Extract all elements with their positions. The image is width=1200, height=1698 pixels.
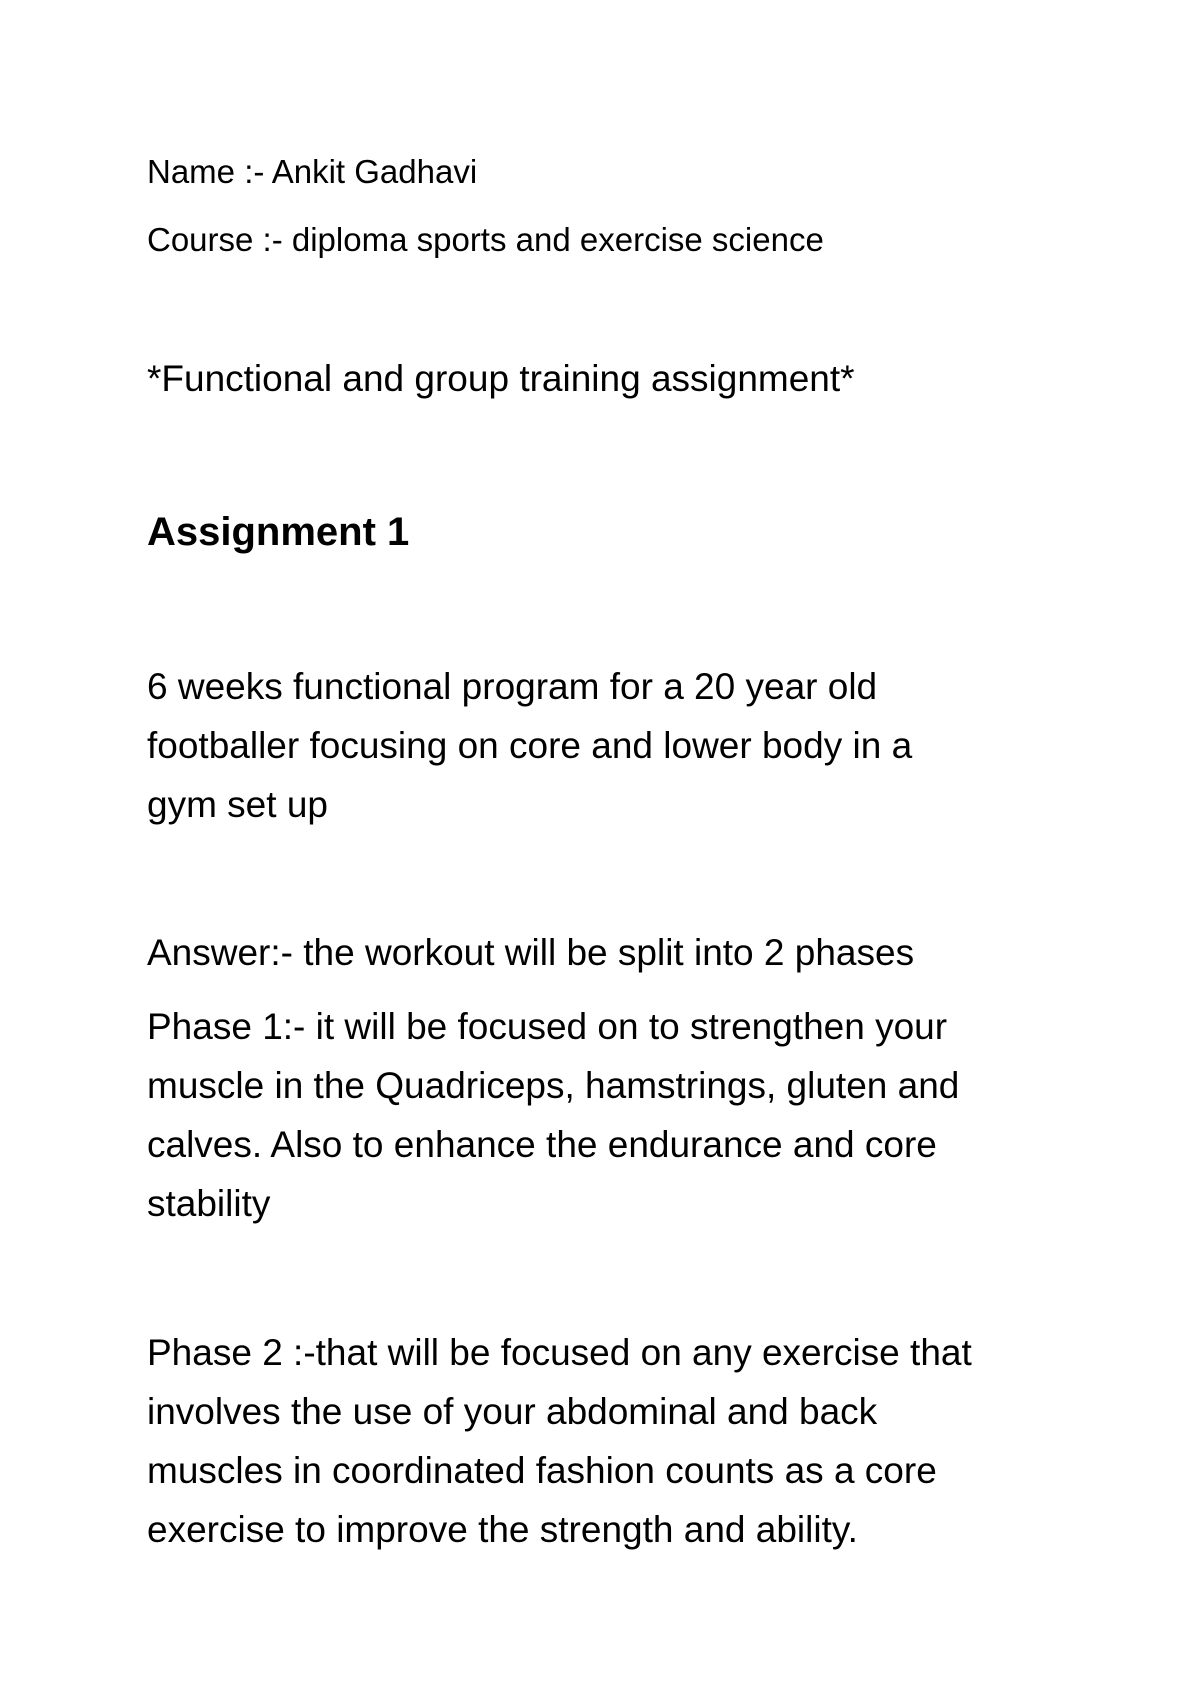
- question-line-3: gym set up: [147, 784, 328, 825]
- answer-intro: Answer:- the workout will be split into 2 phases: [147, 932, 915, 973]
- phase2-line-2: involves the use of your abdominal and back: [147, 1391, 878, 1432]
- phase1-line-4: stability: [147, 1183, 271, 1224]
- course-name: Course :- diploma sports and exercise science: [147, 221, 824, 258]
- question-line-1: 6 weeks functional program for a 20 year old: [147, 666, 878, 707]
- phase2-line-4: exercise to improve the strength and ability.: [147, 1509, 858, 1550]
- phase1-line-1: Phase 1:- it will be focused on to strengthen your: [147, 1006, 948, 1047]
- phase1-line-2: muscle in the Quadriceps, hamstrings, gluten and: [147, 1065, 960, 1106]
- student-name: Name :- Ankit Gadhavi: [147, 153, 478, 190]
- phase2-line-3: muscles in coordinated fashion counts as a core: [147, 1450, 937, 1491]
- phase1-line-3: calves. Also to enhance the endurance and core: [147, 1124, 937, 1165]
- assignment-subtitle: *Functional and group training assignment*: [147, 358, 855, 399]
- assignment-heading: Assignment 1: [147, 510, 410, 554]
- phase2-line-1: Phase 2 :-that will be focused on any exercise that: [147, 1332, 972, 1373]
- question-line-2: footballer focusing on core and lower body in a: [147, 725, 913, 766]
